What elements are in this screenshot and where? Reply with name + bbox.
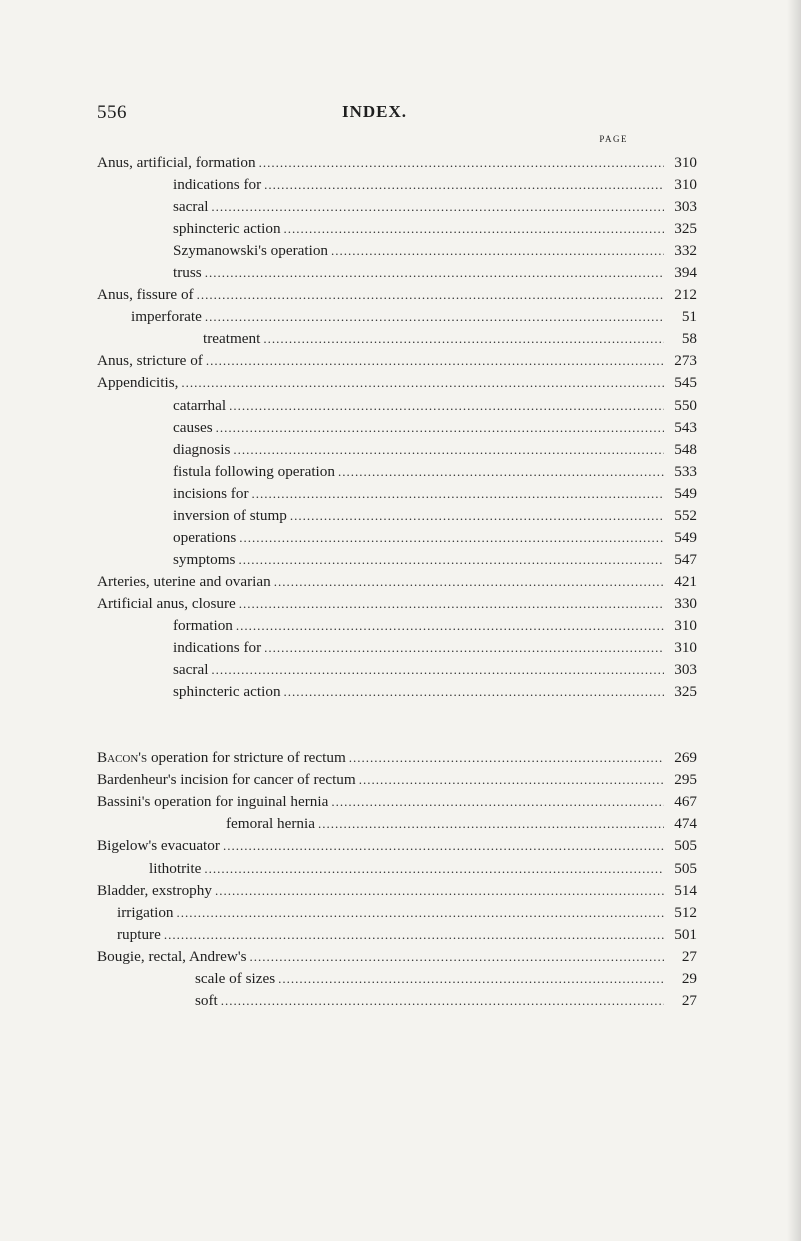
dot-leader (252, 483, 664, 505)
index-entry (97, 284, 697, 306)
entry-page: 332 (674, 242, 697, 260)
entry-page: 550 (674, 396, 697, 414)
dot-leader (205, 262, 664, 284)
index-entry (97, 858, 697, 880)
entry-page: 295 (674, 771, 697, 789)
entry-term: operations (173, 528, 237, 546)
entry-term: irrigation (117, 903, 174, 921)
entry-page: 533 (674, 462, 697, 480)
entry-term: Szymanowski's operation (173, 242, 329, 260)
entry-term-smallcaps: Bacon's (97, 749, 148, 767)
dot-leader (236, 615, 664, 637)
entry-page: 325 (674, 683, 697, 701)
dot-leader (338, 461, 664, 483)
index-entry (97, 461, 697, 483)
dot-leader (197, 284, 664, 306)
entry-page: 303 (674, 661, 697, 679)
entry-page: 310 (674, 616, 697, 634)
entry-term: catarrhal (173, 396, 227, 414)
entry-page: 552 (674, 506, 697, 524)
index-entry (97, 218, 697, 240)
entry-term: symptoms (173, 550, 236, 568)
entry-page: 545 (674, 374, 697, 392)
entry-page: 547 (674, 550, 697, 568)
entry-page: 421 (674, 572, 697, 590)
index-entry (97, 152, 697, 174)
dot-leader (233, 439, 664, 461)
index-entry (97, 549, 697, 571)
entry-term (97, 747, 346, 769)
index-entry (97, 791, 697, 813)
entry-page: 325 (674, 220, 697, 238)
dot-leader (181, 372, 664, 394)
entry-term: scale of sizes (195, 969, 276, 987)
dot-leader (164, 924, 664, 946)
entry-term: sacral (173, 661, 209, 679)
entry-term: sphincteric action (173, 220, 281, 238)
index-entry (97, 769, 697, 791)
dot-leader (274, 571, 664, 593)
entry-term: soft (195, 991, 218, 1009)
entry-page: 27 (681, 947, 697, 965)
dot-leader (359, 769, 664, 791)
index-entry (97, 527, 697, 549)
entry-term: Appendicitis, (97, 374, 179, 392)
dot-leader (177, 902, 664, 924)
dot-leader (206, 350, 664, 372)
index-entry (97, 483, 697, 505)
dot-leader (284, 218, 664, 240)
index-entry (97, 306, 697, 328)
dot-leader (331, 791, 664, 813)
dot-leader (259, 152, 664, 174)
entry-term: sphincteric action (173, 683, 281, 701)
entry-term: indications for (173, 176, 262, 194)
entry-term: rupture (117, 925, 161, 943)
entry-term: Bassini's operation for inguinal hernia (97, 793, 329, 811)
index-entry (97, 990, 697, 1012)
index-entry (97, 946, 697, 968)
running-head (97, 102, 703, 124)
page-column-label: PAGE (599, 134, 628, 144)
entry-page: 548 (674, 440, 697, 458)
dot-leader (216, 417, 664, 439)
entry-page: 269 (674, 749, 697, 767)
entry-term: Bigelow's evacuator (97, 837, 220, 855)
dot-leader (238, 549, 664, 571)
entry-term: formation (173, 616, 233, 634)
dot-leader (204, 858, 664, 880)
entry-page: 310 (674, 176, 697, 194)
entry-page: 212 (674, 286, 697, 304)
section-gap (97, 703, 697, 725)
entry-page: 549 (674, 528, 697, 546)
index-entry (97, 880, 697, 902)
dot-leader (264, 174, 664, 196)
dot-leader (239, 593, 664, 615)
entry-term: Arteries, uterine and ovarian (97, 572, 271, 590)
entry-term: Bardenheur's incision for cancer of rectum (97, 771, 356, 789)
entry-term: inversion of stump (173, 506, 287, 524)
entry-page: 514 (674, 881, 697, 899)
entry-page: 394 (674, 264, 697, 282)
entry-page: 505 (674, 859, 697, 877)
entry-term: femoral hernia (226, 815, 315, 833)
index-entry (97, 505, 697, 527)
index-entry (97, 637, 697, 659)
index-entry (97, 395, 697, 417)
index-entry (97, 350, 697, 372)
entry-page: 549 (674, 484, 697, 502)
dot-leader (205, 306, 664, 328)
index-entry (97, 372, 697, 394)
entry-term: indications for (173, 639, 262, 657)
entry-term-rest: operation for stricture of rectum (147, 749, 346, 767)
index-entry (97, 196, 697, 218)
index-entry (97, 968, 697, 990)
entry-page: 330 (674, 594, 697, 612)
entry-page: 467 (674, 793, 697, 811)
entry-term: sacral (173, 198, 209, 216)
entry-term: truss (173, 264, 202, 282)
entry-term: Anus, stricture of (97, 352, 203, 370)
section-gap (97, 725, 697, 747)
dot-leader (229, 395, 664, 417)
dot-leader (263, 328, 664, 350)
dot-leader (223, 835, 664, 857)
index-entry (97, 417, 697, 439)
index-entry (97, 813, 697, 835)
entry-page: 310 (674, 154, 697, 171)
dot-leader (349, 747, 664, 769)
entry-term: incisions for (173, 484, 249, 502)
dot-leader (250, 946, 664, 968)
index-entry (97, 659, 697, 681)
index-entry (97, 747, 697, 769)
entry-page: 310 (674, 639, 697, 657)
entry-term: Anus, fissure of (97, 286, 194, 304)
dot-leader (290, 505, 664, 527)
dot-leader (331, 240, 664, 262)
entry-page: 27 (681, 991, 697, 1009)
entry-page: 58 (681, 330, 697, 348)
index-entry (97, 262, 697, 284)
index-entry (97, 902, 697, 924)
index-entry (97, 439, 697, 461)
dot-leader (278, 968, 664, 990)
page-edge-shadow (787, 0, 801, 1241)
entry-page: 512 (674, 903, 697, 921)
index-list (97, 152, 697, 1012)
entry-page: 29 (681, 969, 697, 987)
index-entry (97, 174, 697, 196)
dot-leader (318, 813, 664, 835)
index-entry (97, 571, 697, 593)
index-entry (97, 240, 697, 262)
entry-term: fistula following operation (173, 462, 335, 480)
dot-leader (239, 527, 664, 549)
entry-page: 51 (681, 308, 697, 326)
entry-term: Bladder, exstrophy (97, 881, 212, 899)
dot-leader (211, 196, 664, 218)
entry-page: 501 (674, 925, 697, 943)
index-entry (97, 615, 697, 637)
entry-term: Bougie, rectal, Andrew's (97, 947, 247, 965)
entry-page: 543 (674, 418, 697, 436)
dot-leader (221, 990, 664, 1012)
dot-leader (284, 681, 664, 703)
dot-leader (215, 880, 664, 902)
entry-page: 303 (674, 198, 697, 216)
entry-term: diagnosis (173, 440, 231, 458)
index-entry (97, 681, 697, 703)
entry-term: lithotrite (149, 859, 202, 877)
entry-page: 505 (674, 837, 697, 855)
index-entry (97, 835, 697, 857)
index-entry (97, 328, 697, 350)
index-entry (97, 924, 697, 946)
page-number: 556 (97, 102, 127, 123)
entry-page: 273 (674, 352, 697, 370)
page-title: INDEX. (342, 102, 408, 121)
entry-term: causes (173, 418, 213, 436)
dot-leader (264, 637, 664, 659)
entry-term: treatment (203, 330, 261, 348)
entry-term: Anus, artificial, formation (97, 154, 256, 171)
dot-leader (211, 659, 664, 681)
index-entry (97, 593, 697, 615)
entry-page: 474 (674, 815, 697, 833)
entry-term: imperforate (131, 308, 202, 326)
entry-term: Artificial anus, closure (97, 594, 236, 612)
